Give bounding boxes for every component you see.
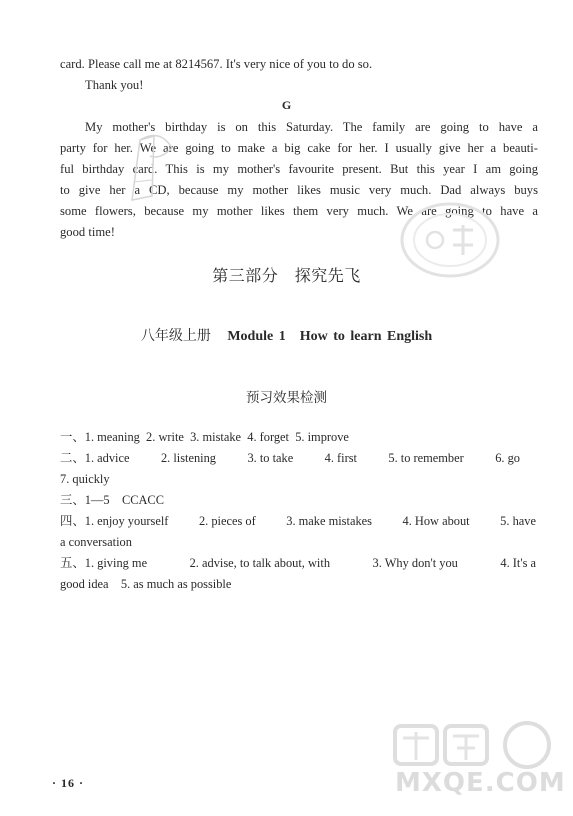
answer-item: 3. make mistakes <box>286 514 372 528</box>
answer-row-3 <box>60 492 164 508</box>
answer-item: 6. go <box>495 451 520 465</box>
module-title-cn: 八年级上册 <box>140 328 211 344</box>
answer-item: 2. advise, to talk about, with <box>189 556 331 570</box>
brand-watermark-text: MXQE.COM <box>395 768 566 798</box>
passage-line: card. Please call me at 8214567. It's very nice of you to do so. <box>60 57 373 71</box>
answer-item: 1. advice <box>84 451 130 465</box>
passage-line: good time! <box>60 225 115 239</box>
answer-item: 2. write <box>146 430 184 444</box>
passage-line: ful birthday card. This is my mother's favourite present. But this year I am going <box>60 162 538 176</box>
module-title-en: Module 1 How to learn English <box>227 329 433 344</box>
answer-label: 一、 <box>60 430 85 444</box>
answer-row-4 <box>60 513 536 529</box>
answer-row-2b: 7. quickly <box>60 472 110 486</box>
answer-item: 1. enjoy yourself <box>84 514 169 528</box>
answer-row-4b: a conversation <box>60 535 132 549</box>
answer-item: 5. have <box>500 514 536 528</box>
answer-item: 4. first <box>324 451 357 465</box>
section-title: 预习效果检测 <box>246 390 327 406</box>
page-number: · 16 · <box>52 776 85 790</box>
brand-watermark-icon <box>385 720 565 810</box>
answer-item: 4. It's a <box>500 556 536 570</box>
answer-row-5 <box>60 555 536 571</box>
answer-item: 5. improve <box>295 430 349 444</box>
answer-item: 5. to remember <box>388 451 464 465</box>
answer-row-5b: good idea 5. as much as possible <box>60 577 232 591</box>
answer-item: 1—5 CCACC <box>84 493 164 507</box>
section-letter-g: G <box>281 98 292 112</box>
answer-label: 二、 <box>60 451 85 465</box>
answer-label: 三、 <box>60 493 85 507</box>
answer-label: 五、 <box>60 556 85 570</box>
answer-item: 3. Why don't you <box>372 556 458 570</box>
answer-row-2 <box>60 450 520 466</box>
answer-item: 2. listening <box>160 451 217 465</box>
part-title: 第三部分 探究先飞 <box>212 266 361 285</box>
passage-line: Thank you! <box>85 78 144 92</box>
answer-item: 3. to take <box>247 451 294 465</box>
passage-line: to give her a CD, because my mother likes music very much. Dad always buys <box>60 183 538 197</box>
answer-item: 4. forget <box>247 430 290 444</box>
answer-item: 2. pieces of <box>198 514 256 528</box>
answer-item: 3. mistake <box>190 430 242 444</box>
answer-item: 1. meaning <box>84 430 140 444</box>
passage-line: party for her. We are going to make a big cake for her. I usually give her a beauti- <box>60 141 538 155</box>
module-title <box>0 325 573 345</box>
passage-line: My mother's birthday is on this Saturday. The family are going to have a <box>85 120 538 134</box>
answer-item: 1. giving me <box>84 556 148 570</box>
answer-item: 4. How about <box>402 514 470 528</box>
answer-label: 四、 <box>60 514 85 528</box>
answer-row-1 <box>60 429 349 445</box>
passage-line: some flowers, because my mother likes them very much. We are going to have a <box>60 204 538 218</box>
